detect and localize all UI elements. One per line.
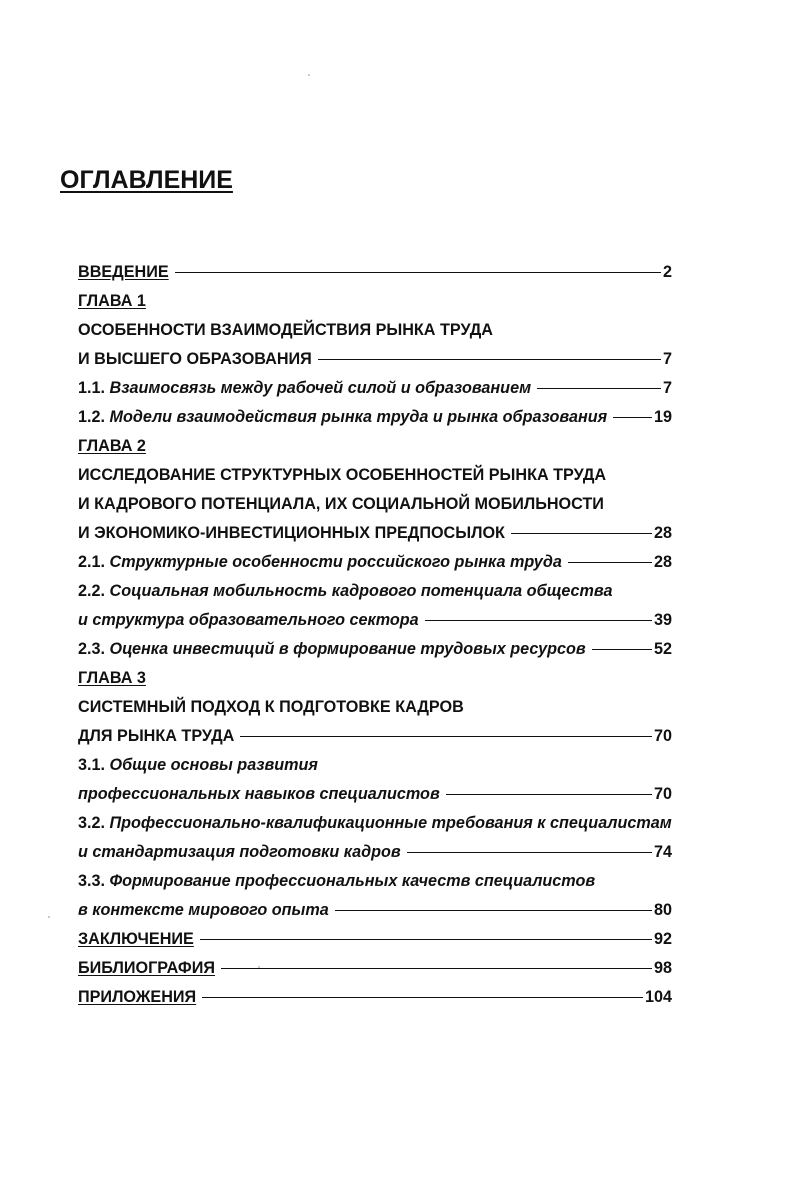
toc-entry-text: Взаимосвязь между рабочей силой и образованием <box>109 379 532 397</box>
toc-chapter-1-label <box>78 287 672 316</box>
toc-entry-text: ДЛЯ РЫНКА ТРУДА <box>78 727 235 745</box>
toc-section-number: 2.1. <box>78 553 106 571</box>
scan-speck <box>308 74 310 76</box>
toc-entry-text: ПРИЛОЖЕНИЯ <box>78 988 197 1006</box>
leader-line <box>537 388 661 389</box>
toc-section-3-2-cont <box>78 838 672 867</box>
toc-section-number: 3.2. <box>78 814 106 832</box>
toc-entry-text: Оценка инвестиций в формирование трудовых ресурсов <box>109 640 586 658</box>
toc-entry-bibliography <box>78 954 672 983</box>
toc-chapter-2-label <box>78 432 672 461</box>
toc-page-number: 7 <box>662 379 672 397</box>
toc-section-2-1 <box>78 548 672 577</box>
leader-line <box>425 620 652 621</box>
toc-entry-text: профессиональных навыков специалистов <box>78 785 440 803</box>
toc-entry-text: СИСТЕМНЫЙ ПОДХОД К ПОДГОТОВКЕ КАДРОВ <box>78 698 464 716</box>
leader-line <box>446 794 652 795</box>
toc-chapter-3-title <box>78 693 672 722</box>
toc-entry-introduction <box>78 258 672 287</box>
leader-line <box>407 852 652 853</box>
toc-entry-text: ГЛАВА 3 <box>78 669 146 687</box>
toc-page-number: 19 <box>653 408 672 426</box>
toc-entry-text: Структурные особенности российского рынка труда <box>109 553 562 571</box>
toc-entry-text: в контексте мирового опыта <box>78 901 329 919</box>
toc-entry-text: Модели взаимодействия рынка труда и рынка образования <box>109 408 608 426</box>
toc-section-number: 3.3. <box>78 872 106 890</box>
toc-chapter-1-title-cont <box>78 345 672 374</box>
toc-entry-text: Общие основы развития <box>109 756 318 774</box>
leader-line <box>318 359 661 360</box>
toc-chapter-2-title-end <box>78 519 672 548</box>
toc-entry-text: БИБЛИОГРАФИЯ <box>78 959 216 977</box>
toc-page-number: 39 <box>653 611 672 629</box>
leader-line <box>592 649 652 650</box>
toc-entry-text: и стандартизация подготовки кадров <box>78 843 401 861</box>
toc-page-number: 98 <box>653 959 672 977</box>
toc-entry-text: Профессионально-квалификационные требования к специалистам <box>109 814 672 832</box>
toc-section-number: 1.2. <box>78 408 106 426</box>
toc-section-2-2-cont <box>78 606 672 635</box>
toc-section-3-3 <box>78 867 672 896</box>
toc-page-number: 80 <box>653 901 672 919</box>
leader-line <box>568 562 652 563</box>
table-of-contents <box>78 258 672 1012</box>
toc-section-2-2 <box>78 577 672 606</box>
scan-speck <box>48 916 50 918</box>
toc-entry-text: И ЭКОНОМИКО-ИНВЕСТИЦИОННЫХ ПРЕДПОСЫЛОК <box>78 524 505 542</box>
toc-entry-text: ВВЕДЕНИЕ <box>78 263 169 281</box>
toc-section-3-1 <box>78 751 672 780</box>
toc-section-number: 3.1. <box>78 756 106 774</box>
toc-chapter-3-label <box>78 664 672 693</box>
toc-entry-text: Социальная мобильность кадрового потенциала общества <box>109 582 613 600</box>
leader-line <box>221 968 652 969</box>
toc-page-number: 70 <box>653 785 672 803</box>
leader-line <box>175 272 661 273</box>
toc-page-number: 92 <box>653 930 672 948</box>
toc-chapter-2-title <box>78 461 672 490</box>
toc-section-number: 2.3. <box>78 640 106 658</box>
leader-line <box>613 417 652 418</box>
toc-entry-conclusion <box>78 925 672 954</box>
toc-section-1-1 <box>78 374 672 403</box>
toc-page-number: 28 <box>653 524 672 542</box>
leader-line <box>240 736 652 737</box>
toc-entry-text: и структура образовательного сектора <box>78 611 419 629</box>
toc-page-number: 70 <box>653 727 672 745</box>
toc-section-3-2 <box>78 809 672 838</box>
toc-entry-appendices <box>78 983 672 1012</box>
toc-section-2-3 <box>78 635 672 664</box>
toc-page-number: 28 <box>653 553 672 571</box>
leader-line <box>335 910 652 911</box>
toc-section-3-3-cont <box>78 896 672 925</box>
toc-chapter-2-title-cont <box>78 490 672 519</box>
toc-page-number: 74 <box>653 843 672 861</box>
toc-entry-text: ГЛАВА 1 <box>78 292 146 310</box>
toc-entry-text: И ВЫСШЕГО ОБРАЗОВАНИЯ <box>78 350 312 368</box>
toc-section-number: 1.1. <box>78 379 106 397</box>
toc-chapter-3-title-cont <box>78 722 672 751</box>
toc-entry-text: ГЛАВА 2 <box>78 437 146 455</box>
toc-chapter-1-title <box>78 316 672 345</box>
toc-section-number: 2.2. <box>78 582 106 600</box>
leader-line <box>511 533 652 534</box>
leader-line <box>200 939 652 940</box>
toc-page-number: 2 <box>662 263 672 281</box>
toc-entry-text: ОСОБЕННОСТИ ВЗАИМОДЕЙСТВИЯ РЫНКА ТРУДА <box>78 321 493 339</box>
toc-entry-text: ИССЛЕДОВАНИЕ СТРУКТУРНЫХ ОСОБЕННОСТЕЙ РЫНКА ТРУДА <box>78 466 607 484</box>
toc-section-1-2 <box>78 403 672 432</box>
page-title: ОГЛАВЛЕНИЕ <box>60 166 233 194</box>
toc-entry-text: ЗАКЛЮЧЕНИЕ <box>78 930 194 948</box>
toc-page-number: 104 <box>644 988 672 1006</box>
toc-entry-text: Формирование профессиональных качеств специалистов <box>109 872 596 890</box>
scan-speck <box>258 966 260 968</box>
toc-page-number: 7 <box>662 350 672 368</box>
toc-section-3-1-cont <box>78 780 672 809</box>
leader-line <box>202 997 643 998</box>
toc-entry-text: И КАДРОВОГО ПОТЕНЦИАЛА, ИХ СОЦИАЛЬНОЙ МОБИЛЬНОСТИ <box>78 495 604 513</box>
toc-page-number: 52 <box>653 640 672 658</box>
